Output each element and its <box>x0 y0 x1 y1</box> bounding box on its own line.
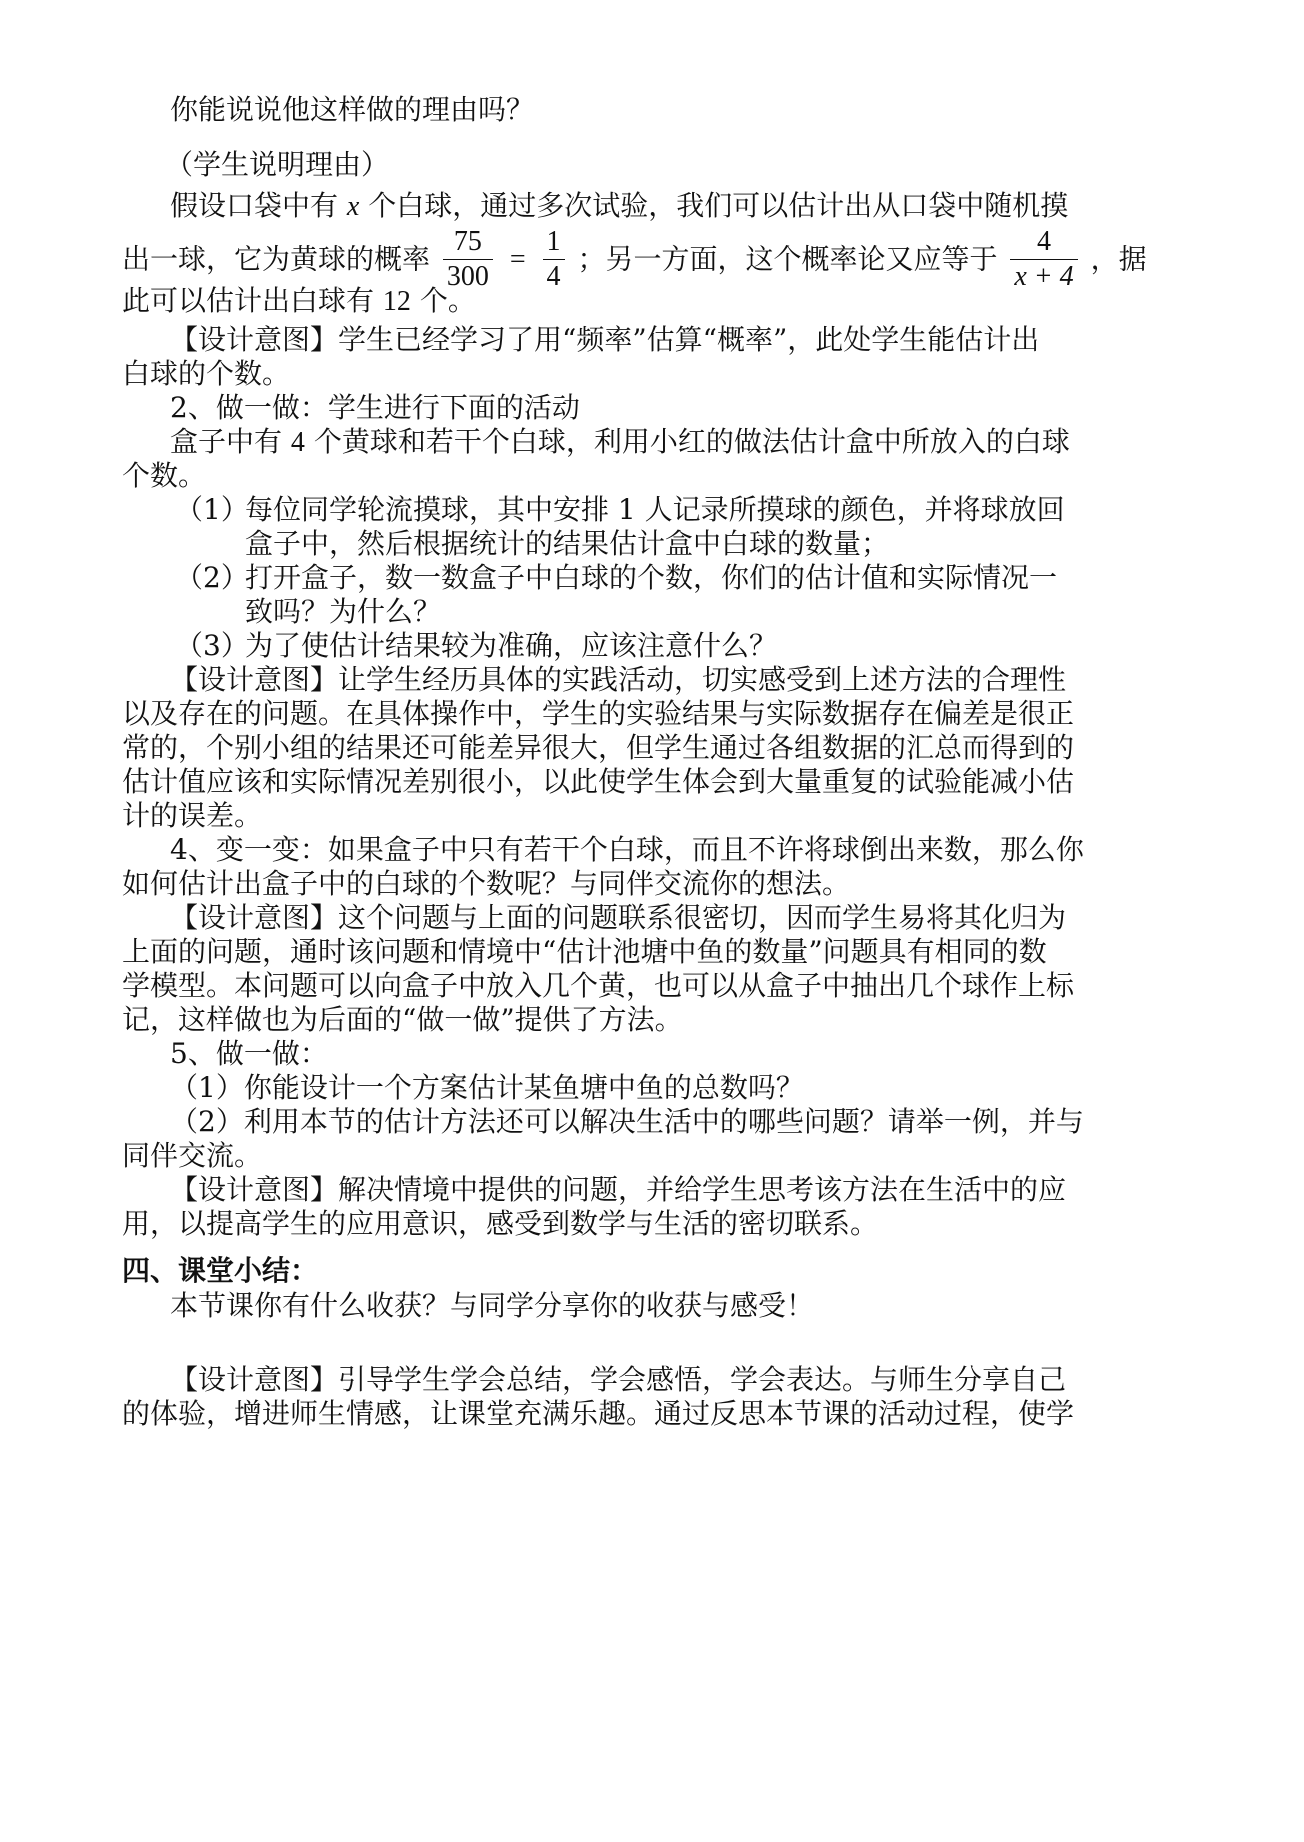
list-item: （2）利用本节的估计方法还可以解决生活中的哪些问题？请举一例，并与 <box>170 1105 1084 1138</box>
fraction-4-over-x-plus-4 <box>1010 225 1077 294</box>
text-segment: 个白球，通过多次试验，我们可以估计出从口袋中随机摸 <box>368 189 1069 222</box>
fraction-numerator: 4 <box>1037 226 1052 257</box>
list-item: （1）你能设计一个方案估计某鱼塘中鱼的总数吗？ <box>170 1071 804 1104</box>
text-segment: 个。 <box>419 284 476 317</box>
fraction-denominator: x + 4 <box>1010 259 1077 294</box>
design-intent-line: 【设计意图】学生已经学习了用“频率”估算“概率”，此处学生能估计出 <box>170 323 1040 356</box>
design-intent-line: 【设计意图】这个问题与上面的问题联系很密切，因而学生易将其化归为 <box>170 901 1067 934</box>
paragraph-line: 用，以提高学生的应用意识，感受到数学与生活的密切联系。 <box>122 1207 879 1240</box>
list-item: 盒子中，然后根据统计的结果估计盒中白球的数量； <box>245 527 890 560</box>
fraction-numerator: 75 <box>453 226 482 257</box>
variable-x: x <box>346 191 360 222</box>
text-segment: 假设口袋中有 <box>170 189 339 222</box>
list-item: 打开盒子，数一数盒子中白球的个数，你们的估计值和实际情况一 <box>245 561 1058 594</box>
paragraph-line: 估计值应该和实际情况差别很小，以此使学生体会到大量重复的试验能减小估 <box>122 765 1075 798</box>
design-intent-line: 【设计意图】引导学生学会总结，学会感悟，学会表达。与师生分享自己 <box>170 1363 1067 1396</box>
list-marker: （3） <box>175 629 249 662</box>
paragraph-line: 4、变一变：如果盒子中只有若干个白球，而且不许将球倒出来数，那么你 <box>170 833 1084 866</box>
list-item: 致吗？为什么？ <box>245 595 442 628</box>
paragraph-line: 白球的个数。 <box>122 357 291 390</box>
paragraph-line: （学生说明理由） <box>165 148 390 181</box>
equals-sign: = <box>509 243 526 275</box>
paragraph-line: 同伴交流。 <box>122 1139 263 1172</box>
paragraph-line: 如何估计出盒子中的白球的个数呢？与同伴交流你的想法。 <box>122 867 851 900</box>
number-value: 4 <box>290 427 305 458</box>
paragraph-line: 常的，个别小组的结果还可能差异很大，但学生通过各组数据的汇总而得到的 <box>122 731 1075 764</box>
text-segment: 盒子中有 <box>170 425 283 458</box>
paragraph-line: 上面的问题，通时该问题和情境中“估计池塘中鱼的数量”问题具有相同的数 <box>122 935 1047 968</box>
section-heading: 2、做一做：学生进行下面的活动 <box>170 391 580 424</box>
text-segment: 个黄球和若干个白球，利用小红的做法估计盒中所放入的白球 <box>313 425 1070 458</box>
fraction-numerator: 1 <box>546 226 561 257</box>
paragraph-line <box>170 186 1069 227</box>
section-title: 四、课堂小结： <box>122 1254 319 1287</box>
paragraph-line: 的体验，增进师生情感，让课堂充满乐趣。通过反思本节课的活动过程，使学 <box>122 1397 1075 1430</box>
paragraph-line <box>170 422 1070 463</box>
list-marker: （1） <box>175 493 249 526</box>
paragraph-line: 记，这样做也为后面的“做一做”提供了方法。 <box>122 1003 683 1036</box>
paragraph-line: 计的误差。 <box>122 799 263 832</box>
paragraph-line: 本节课你有什么收获？与同学分享你的收获与感受！ <box>170 1289 815 1322</box>
paragraph-line: 学模型。本问题可以向盒子中放入几个黄，也可以从盒子中抽出几个球作上标 <box>122 969 1075 1002</box>
paragraph-line: 你能说说他这样做的理由吗？ <box>170 93 535 126</box>
text-segment: ，据 <box>1090 242 1147 276</box>
fraction-denominator: 300 <box>443 259 493 294</box>
paragraph-line: 个数。 <box>122 459 207 492</box>
text-segment: 此可以估计出白球有 <box>122 284 375 317</box>
list-marker: （2） <box>175 561 249 594</box>
fraction-1-4 <box>543 225 565 294</box>
section-heading: 5、做一做： <box>170 1037 328 1070</box>
list-item: 为了使估计结果较为准确，应该注意什么？ <box>245 629 778 662</box>
design-intent-line: 【设计意图】让学生经历具体的实践活动，切实感受到上述方法的合理性 <box>170 663 1067 696</box>
design-intent-line: 【设计意图】解决情境中提供的问题，并给学生思考该方法在生活中的应 <box>170 1173 1067 1206</box>
paragraph-line: 以及存在的问题。在具体操作中，学生的实验结果与实际数据存在偏差是很正 <box>122 697 1075 730</box>
paragraph-line <box>122 281 476 322</box>
number-value: 12 <box>382 286 411 317</box>
text-segment: ；另一方面，这个概率论又应等于 <box>577 242 998 276</box>
list-item: 每位同学轮流摸球，其中安排 1 人记录所摸球的颜色，并将球放回 <box>245 493 1065 526</box>
text-segment: 出一球，它为黄球的概率 <box>122 242 431 276</box>
fraction-denominator: 4 <box>543 259 565 294</box>
